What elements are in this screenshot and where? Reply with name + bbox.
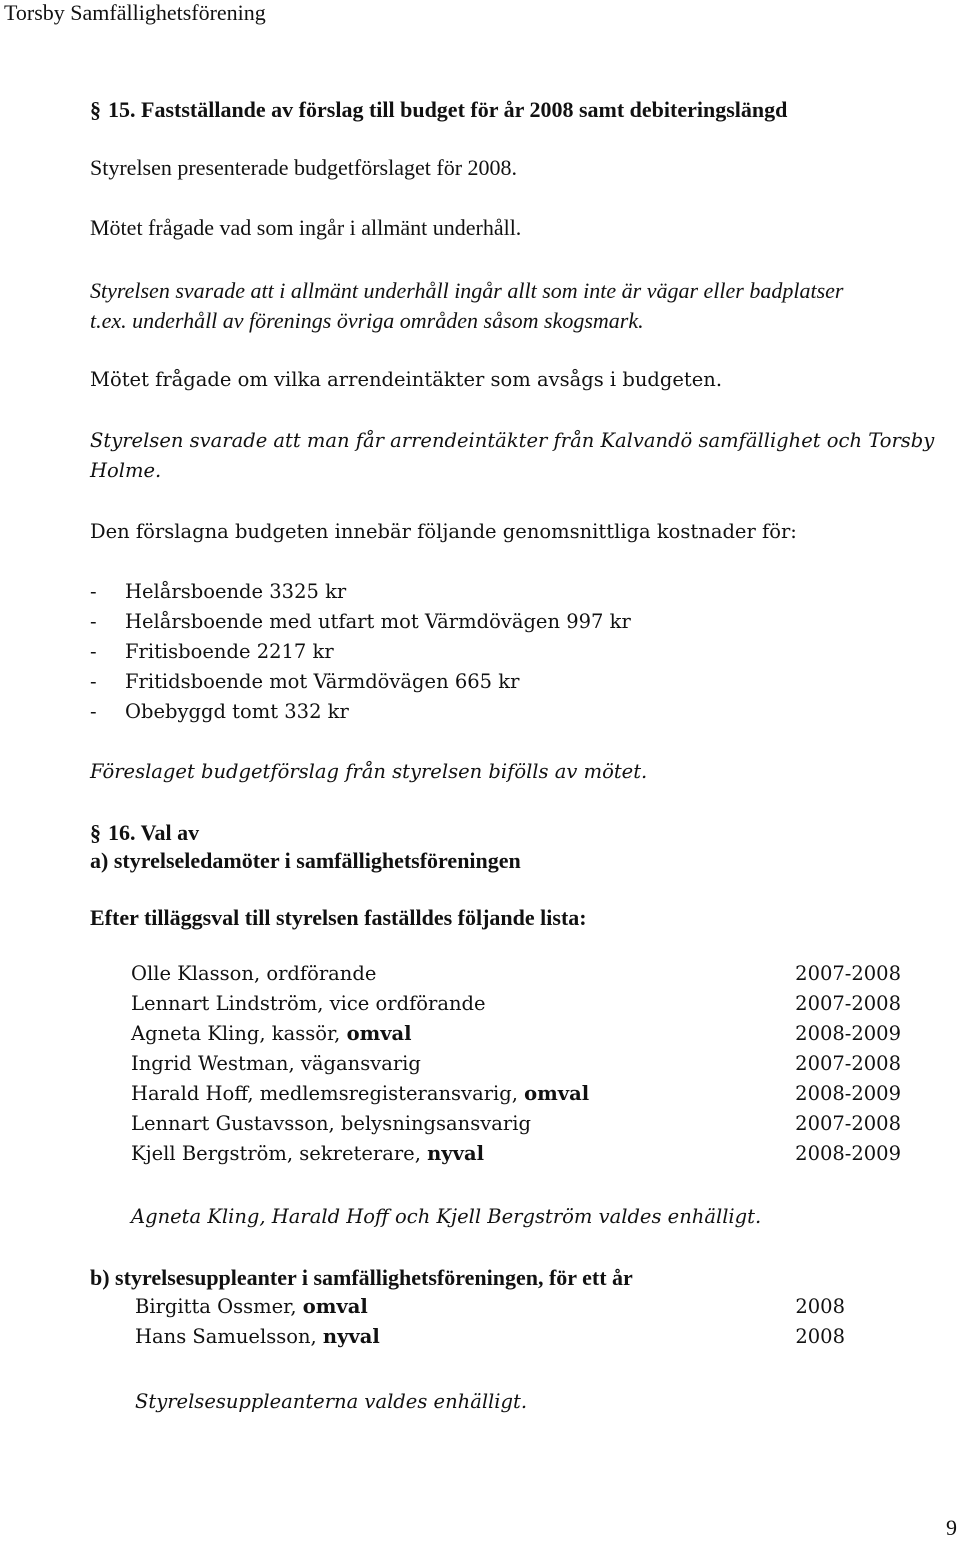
list-dash: -	[90, 670, 97, 693]
decision-text: Styrelsesuppleanterna valdes enhälligt.	[135, 1390, 528, 1413]
decision-text: Agneta Kling, Harald Hoff och Kjell Bergström valdes enhälligt.	[131, 1205, 762, 1228]
member-election-type: omval	[346, 1022, 412, 1045]
member-row	[131, 1022, 901, 1052]
member-name: Olle Klasson, ordförande	[131, 962, 377, 985]
member-election-type: omval	[524, 1082, 590, 1105]
substitute-period: 2008	[795, 1325, 845, 1348]
substitute-name: Hans Samuelsson,	[135, 1325, 323, 1348]
list-item-text: Fritisboende 2217 kr	[125, 640, 334, 663]
answer-paragraph-line: t.ex. underhåll av förenings övriga områden såsom skogsmark.	[90, 308, 644, 333]
member-name: Kjell Bergström, sekreterare,	[131, 1142, 428, 1165]
section-sign: §	[90, 97, 101, 122]
decision-text: Föreslaget budgetförslag från styrelsen bifölls av mötet.	[90, 760, 648, 783]
member-period: 2007-2008	[795, 992, 901, 1015]
section-sign: §	[90, 820, 101, 845]
list-heading: Efter tilläggsval till styrelsen faställdes följande lista:	[90, 905, 587, 930]
member-row	[131, 962, 901, 992]
list-item-text: Obebyggd tomt 332 kr	[125, 700, 349, 723]
member-name: Harald Hoff, medlemsregisteransvarig,	[131, 1082, 525, 1105]
member-name: Lennart Gustavsson, belysningsansvarig	[131, 1112, 531, 1135]
paragraph: Den förslagna budgeten innebär följande genomsnittliga kostnader för:	[90, 520, 797, 543]
member-row	[131, 1142, 901, 1172]
member-name: Lennart Lindström, vice ordförande	[131, 992, 486, 1015]
member-period: 2008-2009	[795, 1142, 901, 1165]
list-dash: -	[90, 700, 97, 723]
member-row	[131, 1052, 901, 1082]
subheading-b: b) styrelsesuppleanter i samfällighetsföreningen, för ett år	[90, 1265, 633, 1290]
page-number: 9	[946, 1515, 957, 1540]
member-period: 2007-2008	[795, 962, 901, 985]
member-name: Agneta Kling, kassör,	[131, 1022, 347, 1045]
answer-paragraph-line: Holme.	[90, 459, 162, 482]
member-election-type: nyval	[427, 1142, 484, 1165]
substitute-row	[135, 1325, 845, 1355]
running-header: Torsby Samfällighetsförening	[4, 0, 266, 25]
section-15-heading: 15. Fastställande av förslag till budget för år 2008 samt debiteringslängd	[108, 97, 788, 122]
member-period: 2008-2009	[795, 1082, 901, 1105]
paragraph: Styrelsen presenterade budgetförslaget för 2008.	[90, 155, 518, 180]
list-dash: -	[90, 610, 97, 633]
member-period: 2007-2008	[795, 1052, 901, 1075]
member-period: 2007-2008	[795, 1112, 901, 1135]
list-item-text: Helårsboende 3325 kr	[125, 580, 347, 603]
substitute-election-type: nyval	[322, 1325, 380, 1348]
answer-paragraph-line: Styrelsen svarade att man får arrendeintäkter från Kalvandö samfällighet och Torsby	[90, 429, 935, 452]
list-item-text: Fritidsboende mot Värmdövägen 665 kr	[125, 670, 520, 693]
member-period: 2008-2009	[795, 1022, 901, 1045]
substitute-period: 2008	[795, 1295, 845, 1318]
member-row	[131, 1082, 901, 1112]
list-dash: -	[90, 640, 97, 663]
substitute-name: Birgitta Ossmer,	[135, 1295, 303, 1318]
answer-paragraph-line: Styrelsen svarade att i allmänt underhåll ingår allt som inte är vägar eller badplatser	[90, 278, 844, 303]
member-name: Ingrid Westman, vägansvarig	[131, 1052, 421, 1075]
member-row	[131, 992, 901, 1022]
subheading-a: a) styrelseledamöter i samfällighetsföreningen	[90, 848, 521, 873]
member-row	[131, 1112, 901, 1142]
paragraph: Mötet frågade vad som ingår i allmänt underhåll.	[90, 215, 522, 240]
list-dash: -	[90, 580, 97, 603]
section-16-heading: 16. Val av	[108, 820, 200, 845]
list-item-text: Helårsboende med utfart mot Värmdövägen 997 kr	[125, 610, 631, 633]
substitute-row	[135, 1295, 845, 1325]
paragraph: Mötet frågade om vilka arrendeintäkter som avsågs i budgeten.	[90, 368, 723, 391]
substitute-election-type: omval	[302, 1295, 368, 1318]
